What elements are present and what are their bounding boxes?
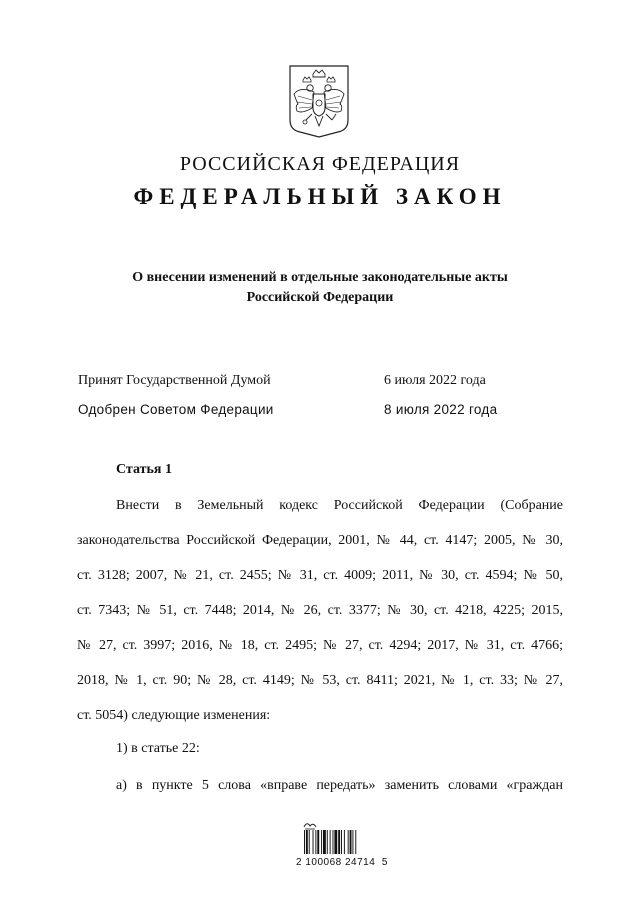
- article-text-line: ст. 3128; 2007, № 21, ст. 2455; № 31, ст. 4009; 2011, № 30, ст. 4594; № 50,: [77, 568, 563, 583]
- law-title: [0, 268, 640, 308]
- duma-adoption-label: Принят Государственной Думой: [78, 373, 271, 388]
- article-heading: Статья 1: [116, 462, 172, 477]
- barcode-bar: [333, 830, 334, 854]
- barcode-bar: [338, 830, 340, 854]
- law-title-line: Российской Федерации: [246, 290, 394, 305]
- article-text-line: ст. 7343; № 51, ст. 7448; 2014, № 26, ст. 3377; № 30, ст. 4218, 4225; 2015,: [77, 603, 563, 618]
- council-approval-label: Одобрен Советом Федерации: [78, 402, 274, 417]
- signature-mark-icon: [303, 817, 317, 827]
- barcode-bar: [355, 830, 356, 854]
- barcode-bar: [313, 830, 314, 854]
- barcode-bar: [352, 830, 353, 854]
- barcode-bar: [309, 830, 310, 854]
- barcode-bar: [327, 830, 328, 854]
- article-text-line: № 27, ст. 3997; 2016, № 18, ст. 2495; № 27, ст. 4294; 2017, № 31, ст. 4766;: [77, 638, 563, 653]
- barcode-icon: [304, 830, 376, 854]
- barcode-number: 2 100068 24714 5: [296, 857, 388, 868]
- country-heading: РОССИЙСКАЯ ФЕДЕРАЦИЯ: [179, 153, 461, 175]
- barcode-bar: [348, 830, 349, 854]
- law-title-line: О внесении изменений в отдельные законодательные акты: [132, 270, 508, 285]
- barcode-bar: [323, 830, 326, 854]
- barcode-bar: [344, 830, 345, 854]
- duma-adoption-date: 6 июля 2022 года: [384, 373, 486, 388]
- article-text-line: 2018, № 1, ст. 90; № 28, ст. 4149; № 53, ст. 8411; 2021, № 1, ст. 33; № 27,: [77, 673, 563, 688]
- council-approval-date: 8 июля 2022 года: [384, 402, 498, 417]
- article-text-line: законодательства Российской Федерации, 2001, № 44, ст. 4147; 2005, № 30,: [77, 533, 563, 548]
- barcode-bar: [341, 830, 342, 854]
- article-text-line: ст. 5054) следующие изменения:: [77, 708, 271, 723]
- amendment-item: 1) в статье 22:: [116, 741, 200, 756]
- barcode-bar: [317, 830, 319, 854]
- barcode-bar: [350, 830, 352, 854]
- barcode-bar: [334, 830, 337, 854]
- coat-of-arms-emblem-icon: [286, 64, 352, 138]
- barcode-bar: [315, 830, 316, 854]
- barcode-bar: [321, 830, 322, 854]
- barcode-bar: [306, 830, 308, 854]
- barcode-bar: [304, 830, 305, 854]
- article-text-line: Внести в Земельный кодекс Российской Федерации (Собрание: [116, 498, 563, 513]
- barcode-bar: [330, 830, 331, 854]
- document-type-heading: ФЕДЕРАЛЬНЫЙ ЗАКОН: [133, 184, 507, 209]
- amendment-subitem: а) в пункте 5 слова «вправе передать» заменить словами «граждан: [116, 778, 563, 793]
